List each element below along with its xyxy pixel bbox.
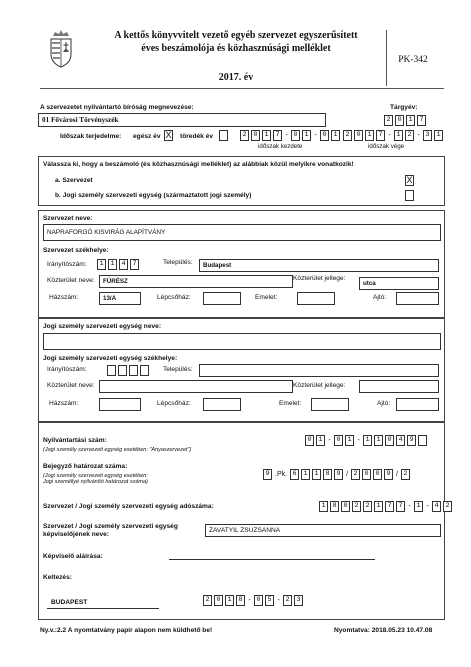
registry-number-label: Nyilvántartási szám: xyxy=(43,437,107,444)
full-year-label: egész év xyxy=(133,133,161,140)
period-start-chars[interactable] xyxy=(240,130,340,141)
char-box[interactable]: 0 xyxy=(320,130,329,141)
char-box[interactable] xyxy=(107,365,116,376)
dated-date-chars[interactable] xyxy=(203,595,303,606)
option-a-checkbox[interactable]: X xyxy=(406,175,413,185)
char-separator: - xyxy=(277,597,280,604)
decision-number-chars[interactable] xyxy=(263,469,410,480)
char-box[interactable]: 8 xyxy=(330,501,339,512)
char-box[interactable]: 1 xyxy=(97,259,106,270)
char-box[interactable]: 2 xyxy=(203,595,212,606)
org-number-label: Házszám: xyxy=(49,294,79,301)
choice-option-b: b. Jogi személy szervezeti egység (származtatott jogi személy) xyxy=(55,192,252,199)
char-box[interactable]: 4 xyxy=(432,501,441,512)
char-box[interactable] xyxy=(418,435,427,446)
char-box[interactable]: 7 xyxy=(376,130,385,141)
unit-city-field[interactable] xyxy=(199,364,439,377)
period-start-caption: időszak kezdete xyxy=(258,143,303,150)
char-box[interactable]: 1 xyxy=(363,435,372,446)
char-separator: - xyxy=(357,437,360,444)
char-box[interactable]: 1 xyxy=(108,259,117,270)
org-door-field[interactable] xyxy=(396,292,439,305)
footer-right: Nyomtatva: 2018.05.23 10.47.08 xyxy=(334,627,433,634)
unit-street-label: Közterület neve: xyxy=(47,382,95,389)
char-box[interactable]: 1 xyxy=(374,435,383,446)
char-box[interactable] xyxy=(118,365,127,376)
char-box[interactable]: 0 xyxy=(362,469,371,480)
char-separator: - xyxy=(285,132,288,139)
char-box[interactable]: 6 xyxy=(290,469,299,480)
char-box[interactable] xyxy=(129,365,138,376)
tax-number-chars[interactable] xyxy=(319,501,452,512)
unit-panel xyxy=(38,318,445,422)
char-box[interactable]: 0 xyxy=(373,469,382,480)
char-box[interactable]: 7 xyxy=(417,115,426,126)
char-box[interactable]: 5 xyxy=(265,595,274,606)
representative-label-1: Szervezet / Jogi személy szervezeti egység xyxy=(43,523,178,530)
choice-question: Válassza ki, hogy a beszámoló (és közhasznúsági melléklet) az alábbiak közül melyikre vonatkozik! xyxy=(43,161,354,168)
char-box[interactable]: 4 xyxy=(119,259,128,270)
unit-number-label: Házszám: xyxy=(49,400,79,407)
unit-number-field[interactable] xyxy=(99,398,141,411)
char-separator: / xyxy=(346,471,349,478)
form-title-line2: éves beszámolója és közhasznúsági melléklet xyxy=(141,43,331,54)
org-number-field[interactable]: 13/A xyxy=(99,292,141,305)
char-separator: .Pk. xyxy=(275,471,288,478)
char-box[interactable]: 0 xyxy=(395,115,404,126)
char-box[interactable]: 0 xyxy=(251,130,260,141)
org-name-label: Szervezet neve: xyxy=(43,215,93,222)
period-label: Időszak terjedelme: xyxy=(60,133,122,140)
char-separator: - xyxy=(388,132,391,139)
char-box[interactable]: 0 xyxy=(305,435,314,446)
char-box[interactable]: 1 xyxy=(374,501,383,512)
org-stair-field[interactable] xyxy=(203,292,241,305)
org-zip-chars[interactable] xyxy=(97,259,139,270)
char-box[interactable]: 9 xyxy=(407,435,416,446)
org-floor-field[interactable] xyxy=(297,292,335,305)
unit-street-type-field[interactable] xyxy=(359,380,439,393)
char-box[interactable]: 7 xyxy=(396,501,405,512)
unit-seat-label: Jogi személy szervezeti egység székhelye: xyxy=(43,355,178,362)
court-field[interactable] xyxy=(38,113,326,127)
char-box[interactable]: 0 xyxy=(334,435,343,446)
char-box[interactable]: 2 xyxy=(351,469,360,480)
header-divider xyxy=(386,30,387,86)
org-street-field[interactable]: FÜRÉSZ xyxy=(99,275,293,288)
target-year-chars[interactable] xyxy=(384,115,426,126)
representative-field[interactable]: ZAVATYIL ZSUZSANNA xyxy=(205,524,441,537)
org-city-field[interactable]: Budapest xyxy=(199,259,439,272)
char-box[interactable]: 2 xyxy=(401,469,410,480)
char-box[interactable]: 1 xyxy=(414,501,423,512)
char-box[interactable]: 0 xyxy=(385,435,394,446)
decision-label: Bejegyző határozat száma: xyxy=(43,463,128,470)
tax-number-label: Szervezet / Jogi személy szervezeti egység adószáma: xyxy=(43,503,214,510)
unit-floor-field[interactable] xyxy=(311,398,349,411)
char-separator: - xyxy=(426,503,429,510)
period-end-caption: időszak vége xyxy=(368,143,405,150)
org-floor-label: Emelet: xyxy=(255,294,278,301)
org-city-label: Település: xyxy=(163,259,193,266)
decision-note-1: (Jogi személy szervezeti egység esetében: xyxy=(43,473,148,479)
char-box[interactable]: 3 xyxy=(294,595,303,606)
char-box[interactable]: 0 xyxy=(341,501,350,512)
char-box[interactable]: 3 xyxy=(423,130,432,141)
char-separator: - xyxy=(408,503,411,510)
period-end-chars[interactable] xyxy=(343,130,443,141)
partial-year-label: töredék év xyxy=(180,133,213,140)
org-street-type-label: Közterület jellege: xyxy=(293,275,346,282)
unit-door-label: Ajtó: xyxy=(377,400,391,407)
choice-panel xyxy=(38,156,445,206)
header-rule xyxy=(40,88,444,89)
char-box[interactable]: 9 xyxy=(263,469,272,480)
char-box[interactable]: 2 xyxy=(283,595,292,606)
registry-panel xyxy=(38,422,450,620)
coat-of-arms-icon xyxy=(48,30,74,68)
signature-line[interactable] xyxy=(169,559,375,560)
registry-number-note: (Jogi személy szervezeti egység esetében: "Anyaszervezet") xyxy=(43,447,192,453)
char-box[interactable]: 2 xyxy=(343,130,352,141)
char-box[interactable]: 1 xyxy=(301,469,310,480)
unit-city-label: Település: xyxy=(163,366,193,373)
char-box[interactable]: 1 xyxy=(434,130,443,141)
full-year-checkbox[interactable]: X xyxy=(165,130,172,140)
org-name-field[interactable] xyxy=(43,224,441,241)
dated-place-line xyxy=(47,608,159,609)
unit-stair-field[interactable] xyxy=(203,398,241,411)
unit-name-field[interactable] xyxy=(43,333,441,350)
char-box[interactable]: 2 xyxy=(352,501,361,512)
char-box[interactable]: 1 xyxy=(312,469,321,480)
char-separator: - xyxy=(248,597,251,604)
char-box[interactable]: 2 xyxy=(443,501,452,512)
char-separator: - xyxy=(328,437,331,444)
char-box[interactable]: 1 xyxy=(225,595,234,606)
char-separator: - xyxy=(314,132,317,139)
court-label: A szervezetet nyilvántartó bíróság megnevezése: xyxy=(40,104,194,111)
org-zip-label: Irányítószám: xyxy=(47,261,87,268)
char-box[interactable]: 1 xyxy=(262,130,271,141)
dated-label: Keltezés: xyxy=(43,574,72,581)
char-box[interactable]: 1 xyxy=(316,435,325,446)
char-box[interactable]: 7 xyxy=(273,130,282,141)
org-seat-label: Szervezet székhelye: xyxy=(43,247,109,254)
char-box[interactable] xyxy=(140,365,149,376)
unit-street-field[interactable] xyxy=(99,380,293,393)
court-value: 01 Fővárosi Törvényszék xyxy=(42,116,119,124)
char-box[interactable]: 2 xyxy=(363,501,372,512)
char-box[interactable]: 4 xyxy=(396,435,405,446)
char-box[interactable]: 9 xyxy=(384,469,393,480)
signature-label: Képviselő aláírása: xyxy=(43,553,103,560)
char-box[interactable]: 0 xyxy=(354,130,363,141)
org-stair-label: Lépcsőház: xyxy=(157,294,191,301)
char-separator: / xyxy=(396,471,398,478)
char-box[interactable]: 2 xyxy=(384,115,393,126)
char-box[interactable]: 1 xyxy=(394,130,403,141)
org-name-value: NAPRAFORGÓ KISVIRÁG ALAPÍTVÁNY xyxy=(47,229,166,236)
char-box[interactable]: 7 xyxy=(130,259,139,270)
char-box[interactable]: 1 xyxy=(331,130,340,141)
char-box[interactable]: 1 xyxy=(345,435,354,446)
char-box[interactable]: 9 xyxy=(334,469,343,480)
partial-year-checkbox[interactable] xyxy=(219,130,228,141)
footer-left: Ny.v.:2.2 A nyomtatvány papír alapon nem küldhető be! xyxy=(40,627,213,634)
char-box[interactable]: 1 xyxy=(302,130,311,141)
unit-floor-label: Emelet: xyxy=(279,400,302,407)
form-year: 2017. év xyxy=(218,72,254,83)
form-title-line1: A kettős könyvvitelt vezető egyéb szervezet egyszerűsített xyxy=(114,30,358,41)
char-box[interactable]: 1 xyxy=(406,115,415,126)
registry-number-chars[interactable] xyxy=(305,435,427,446)
char-box[interactable]: 7 xyxy=(385,501,394,512)
choice-option-a: a. Szervezet xyxy=(55,177,93,184)
unit-street-type-label: Közterület jellege: xyxy=(293,382,346,389)
char-box[interactable]: 0 xyxy=(254,595,263,606)
char-box[interactable]: 2 xyxy=(405,130,414,141)
representative-label-2: képviselőjének neve: xyxy=(43,531,109,538)
char-box[interactable]: 0 xyxy=(214,595,223,606)
dated-place: BUDAPEST xyxy=(51,599,88,606)
char-box[interactable]: 0 xyxy=(291,130,300,141)
unit-zip-chars[interactable] xyxy=(107,365,149,376)
char-box[interactable]: 1 xyxy=(319,501,328,512)
org-door-label: Ajtó: xyxy=(373,294,387,301)
unit-zip-label: Irányítószám: xyxy=(47,366,87,373)
org-street-label: Közterület neve: xyxy=(47,277,95,284)
unit-name-label: Jogi személy szervezeti egység neve: xyxy=(43,323,162,330)
option-b-checkbox[interactable] xyxy=(405,190,414,201)
char-box[interactable]: 2 xyxy=(240,130,249,141)
form-code: PK-342 xyxy=(398,55,428,65)
char-box[interactable]: 1 xyxy=(365,130,374,141)
decision-note-2: Jogi személlyé nyilvánító határozat száma) xyxy=(43,479,148,485)
target-year-label: Tárgyév: xyxy=(390,104,418,111)
char-box[interactable]: 8 xyxy=(236,595,245,606)
unit-stair-label: Lépcsőház: xyxy=(157,400,191,407)
org-street-type-field[interactable]: utca xyxy=(359,277,439,290)
organization-panel xyxy=(38,210,445,318)
char-separator: - xyxy=(417,132,420,139)
char-box[interactable]: 8 xyxy=(323,469,332,480)
unit-door-field[interactable] xyxy=(396,398,439,411)
